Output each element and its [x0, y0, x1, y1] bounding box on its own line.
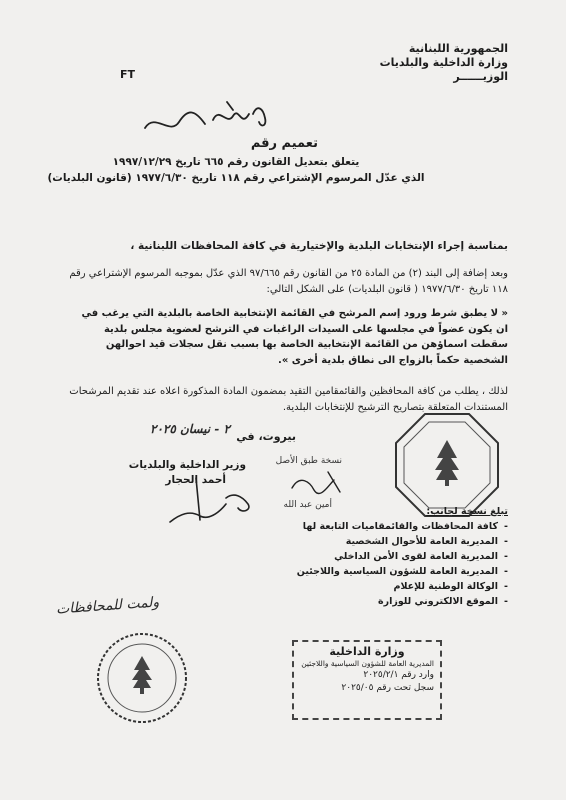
letterhead: [338, 42, 508, 84]
copy-signature: [288, 466, 348, 500]
registry-stamp-line-2: المديرية العامة للشؤون السياسية واللاجئين: [301, 659, 434, 668]
subject-line-1: يتعلق بتعديل القانون رقم ٦٦٥ تاريخ ١٩٩٧/١٢/٢٩: [112, 156, 360, 168]
republic-name: الجمهورية اللبنانية: [408, 42, 508, 55]
copy-stamp-line-1: نسخة طبق الأصل: [275, 456, 342, 466]
registry-stamp-line-1: وزارة الداخلية: [329, 645, 405, 658]
distribution-item: - المديرية العامة للشؤون السياسية واللاجئين: [268, 564, 508, 579]
paragraph-instruction: لذلك ، يطلب من كافة المحافظين والقائمقامين التقيد بمضمون المادة المذكورة اعلاه عند تقديم المرشحات المستندات المتعلقة بتصاريح الترشيح للإنتخابات البلدية.: [69, 386, 508, 413]
office-name: الوزيــــــر: [453, 70, 508, 83]
ft-mark: FT: [120, 68, 136, 81]
registry-stamp: [292, 640, 442, 720]
subject-line-2: الذي عدّل المرسوم الإشتراعي رقم ١١٨ تاريخ ١٩٧٧/٦/٣٠ (قانون البلديات): [47, 172, 425, 184]
registry-stamp-line-4: سجل تحت رقم ٢٠٢٥/٠٥: [341, 683, 434, 693]
copy-stamp-signer: أمين عبد الله: [283, 500, 332, 510]
distribution-item: - الوكالة الوطنية للإعلام: [268, 579, 508, 594]
signatory-name: أحمد الحجار: [165, 474, 226, 486]
distribution-item: - المديرية العامة للأحوال الشخصية: [268, 534, 508, 549]
handwritten-annotation-top: [135, 92, 285, 142]
occasion-line: بمناسبة إجراء الإنتخابات البلدية والإختيارية في كافة المحافظات اللبنانية ،: [130, 240, 508, 252]
copy-stamp-text: [262, 456, 342, 466]
date-city: بيروت، في: [236, 430, 296, 443]
paragraph-amendment: وبعد إضافة إلى البند (٢) من المادة ٢٥ من القانون رقم ٩٧/٦٦٥ الذي عدّل بموجبه المرسوم الإشتراعي رقم ١١٨ تاريخ ١٩٧٧/٦/٣٠ ( قانون البلديات) على الشكل التالي:: [69, 268, 508, 295]
handwritten-side-note: ولمت للمحافظات: [55, 594, 160, 618]
distribution-heading: تبلغ نسخة لجانب:: [426, 506, 508, 517]
circular-title: تعميم رقم: [250, 136, 318, 151]
round-seal-stamp: [94, 630, 190, 726]
ministry-name: وزارة الداخلية والبلديات: [379, 56, 508, 69]
distribution-list: [268, 504, 508, 609]
distribution-item: - المديرية العامة لقوى الأمن الداخلي: [268, 549, 508, 564]
distribution-item: - كافة المحافظات والقائمقاميات التابعة لها: [268, 519, 508, 534]
handwritten-date: ٢ - نيسان ٢٠٢٥: [150, 422, 230, 436]
quoted-article: « لا يطبق شرط ورود إسم المرشح في القائمة الإنتخابية الخاصة بالبلدية التي يرغب في ان يكون عضواً في مجلسها على السيدات الراغبات في الترشح لعضوية مجلس بلدية سقطت اسماؤهن من القائمة الإنتخابية الخاصة بها بسبب نقل سجلات قيد احوالهن الشخصية حكماً بالزواج الى نطاق بلدية أخرى ».: [81, 308, 508, 366]
circular-subject: [46, 154, 426, 186]
signatory-title: وزير الداخلية والبلديات: [128, 459, 246, 471]
distribution-item: - الموقع الالكتروني للوزارة: [268, 594, 508, 609]
registry-stamp-line-3: وارد رقم ٢٠٢٥/٢/١: [363, 670, 434, 680]
